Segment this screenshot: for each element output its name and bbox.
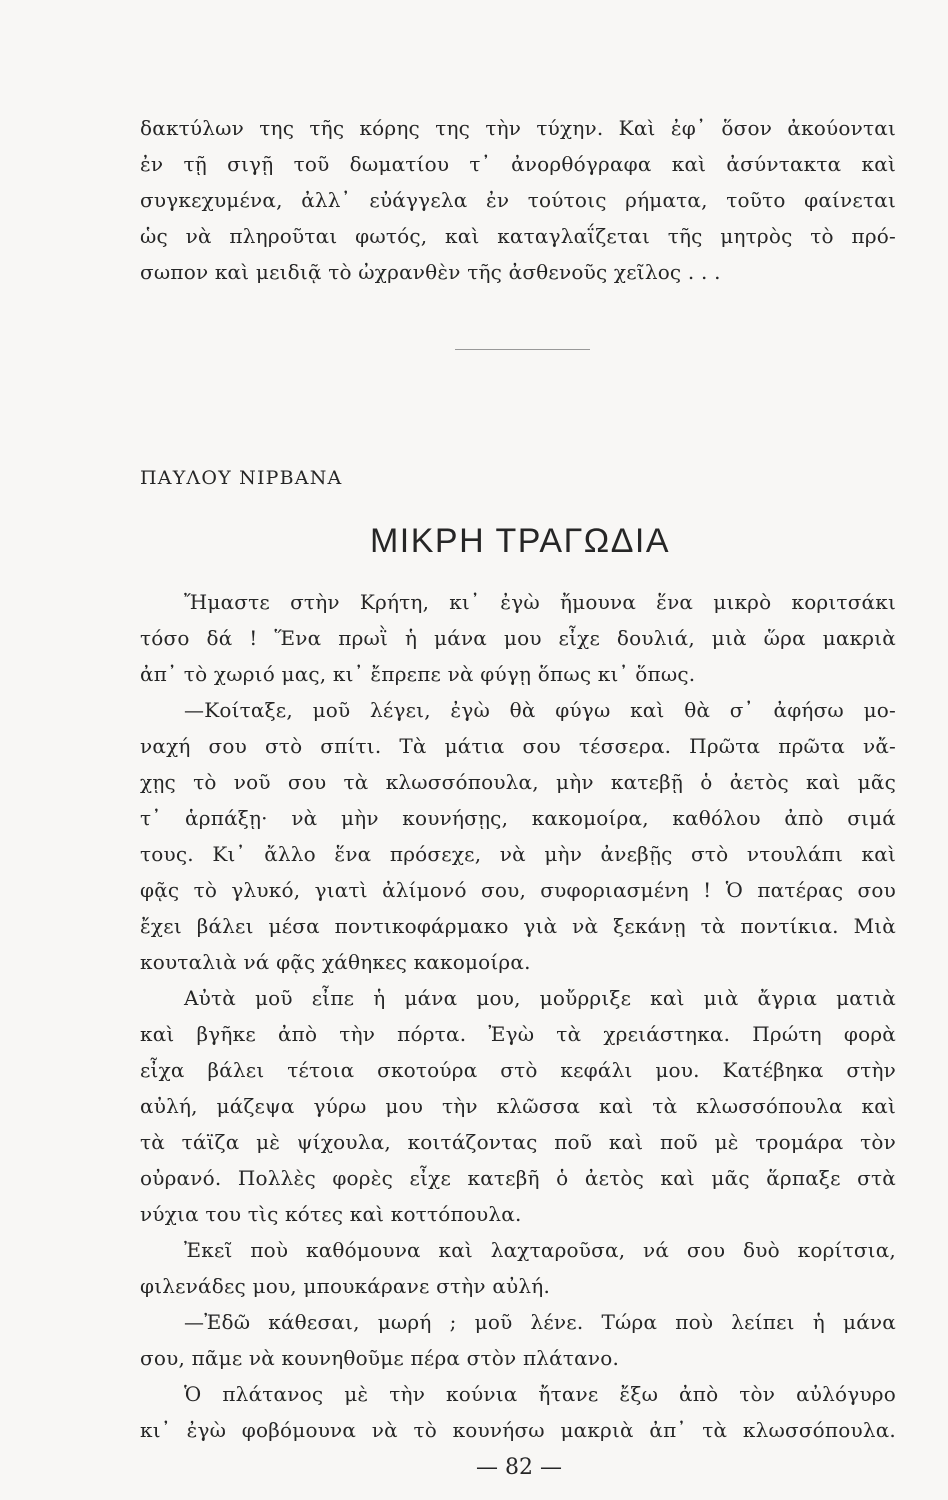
text-line: τους. Κι᾽ ἄλλο ἕνα πρόσεχε, νὰ μὴν ἀνεβῇς στὸ ντουλάπι καὶ: [140, 842, 896, 866]
text-line: νύχια του τὶς κότες καὶ κοττόπουλα.: [140, 1202, 522, 1226]
text-line: φᾷς τὸ γλυκό, γιατὶ ἀλίμονό σου, συφοριασμένη ! Ὁ πατέρας σου: [140, 878, 896, 902]
text-line: τὰ τάϊζα μὲ ψίχουλα, κοιτάζοντας ποῦ καὶ ποῦ μὲ τρομάρα τὸν: [140, 1130, 896, 1154]
text-line: συγκεχυμένα, ἀλλ᾽ εὐάγγελα ἐν τούτοις ρήματα, τοῦτο φαίνεται: [140, 188, 896, 212]
text-line: χῃς τὸ νοῦ σου τὰ κλωσσόπουλα, μὴν κατεβῇ ὁ ἀετὸς καὶ μᾶς: [140, 770, 896, 794]
text-line: Ἤμαστε στὴν Κρήτη, κι᾽ ἐγὼ ἤμουνα ἕνα μικρὸ κοριτσάκι: [184, 590, 896, 614]
text-line: οὐρανό. Πολλὲς φορὲς εἶχε κατεβῆ ὁ ἀετὸς καὶ μᾶς ἅρπαξε στὰ: [140, 1166, 896, 1190]
text-line: δακτύλων της τῆς κόρης της τὴν τύχην. Καὶ ἐφ᾽ ὅσον ἀκούονται: [140, 116, 896, 140]
text-line: σου, πᾶμε νὰ κουνηθοῦμε πέρα στὸν πλάτανο.: [140, 1346, 620, 1370]
text-line: αὐλή, μάζεψα γύρω μου τὴν κλῶσσα καὶ τὰ κλωσσόπουλα καὶ: [140, 1094, 896, 1118]
text-line: —Κοίταξε, μοῦ λέγει, ἐγὼ θὰ φύγω καὶ θὰ σ᾽ ἀφήσω μο-: [184, 698, 896, 722]
story-author: ΠΑΥΛΟΥ ΝΙΡΒΑΝΑ: [140, 467, 343, 489]
text-line: ἀπ᾽ τὸ χωριό μας, κι᾽ ἔπρεπε νὰ φύγῃ ὅπως κι᾽ ὅπως.: [140, 662, 696, 686]
page-number: — 82 —: [476, 1455, 562, 1480]
text-line: Αὐτὰ μοῦ εἶπε ἡ μάνα μου, μοὔρριξε καὶ μιὰ ἄγρια ματιὰ: [184, 986, 896, 1010]
text-line: σωπον καὶ μειδιᾷ τὸ ὠχρανθὲν τῆς ἀσθενοῦς χεῖλος . . .: [140, 260, 721, 284]
text-line: Ὁ πλάτανος μὲ τὴν κούνια ἤτανε ἔξω ἀπὸ τὸν αὐλόγυρο: [184, 1382, 896, 1406]
text-line: εἶχα βάλει τέτοια σκοτούρα στὸ κεφάλι μου. Κατέβηκα στὴν: [140, 1058, 896, 1082]
text-line: καὶ βγῆκε ἀπὸ τὴν πόρτα. Ἐγὼ τὰ χρειάστηκα. Πρώτη φορὰ: [140, 1022, 896, 1046]
text-line: Ἐκεῖ ποὺ καθόμουνα καὶ λαχταροῦσα, νά σου δυὸ κορίτσια,: [184, 1238, 896, 1262]
text-line: φιλενάδες μου, μπουκάρανε στὴν αὐλή.: [140, 1274, 551, 1298]
section-divider: [455, 349, 590, 350]
text-line: κι᾽ ἐγὼ φοβόμουνα νὰ τὸ κουνήσω μακριὰ ἀπ᾽ τὰ κλωσσόπουλα.: [140, 1418, 896, 1442]
text-line: τ᾽ ἁρπάξῃ· νὰ μὴν κουνήσῃς, κακομοίρα, καθόλου ἀπὸ σιμά: [140, 806, 896, 830]
text-line: ναχή σου στὸ σπίτι. Τὰ μάτια σου τέσσερα. Πρῶτα πρῶτα νἄ-: [140, 734, 896, 758]
story-title: ΜΙΚΡΗ ΤΡΑΓΩΔΙΑ: [369, 522, 671, 560]
text-line: —Ἐδῶ κάθεσαι, μωρή ; μοῦ λένε. Τώρα ποὺ λείπει ἡ μάνα: [184, 1310, 896, 1334]
text-line: κουταλιὰ νά φᾷς χάθηκες κακομοίρα.: [140, 950, 531, 974]
text-line: τόσο δά ! Ἕνα πρωῒ ἡ μάνα μου εἶχε δουλιά, μιὰ ὥρα μακριὰ: [140, 626, 896, 650]
text-line: ἔχει βάλει μέσα ποντικοφάρμακο γιὰ νὰ ξεκάνῃ τὰ ποντίκια. Μιὰ: [140, 914, 896, 938]
text-line: ὡς νὰ πληροῦται φωτός, καὶ καταγλαΐζεται τῆς μητρὸς τὸ πρό-: [140, 224, 896, 248]
text-line: ἐν τῇ σιγῇ τοῦ δωματίου τ᾽ ἀνορθόγραφα καὶ ἀσύντακτα καὶ: [140, 152, 896, 176]
